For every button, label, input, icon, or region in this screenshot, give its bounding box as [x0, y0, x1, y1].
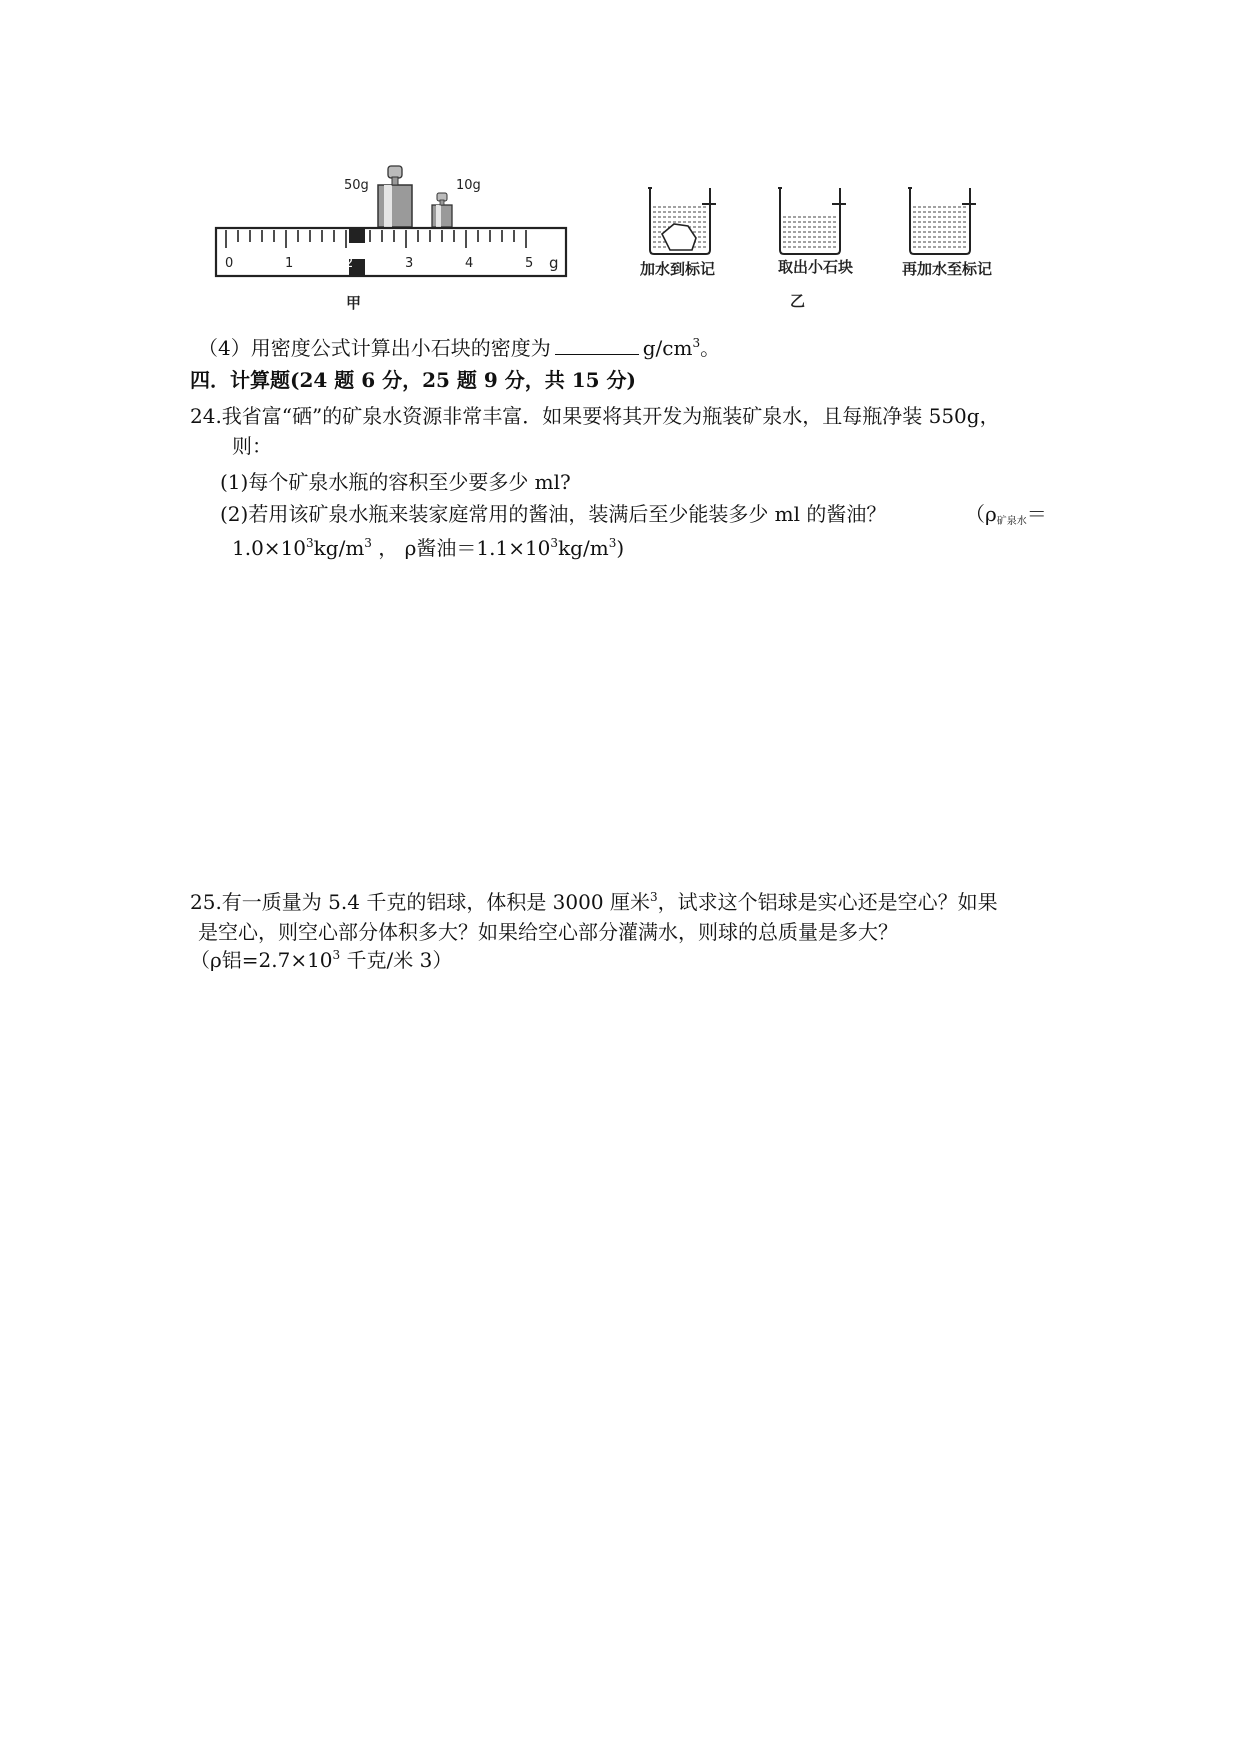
stone [662, 224, 696, 250]
q24-line-3: (1)每个矿泉水瓶的容积至少要多少 ml? [220, 470, 571, 494]
q4-unit: g/cm [642, 336, 693, 360]
scale-tick-3: 3 [405, 256, 414, 271]
beaker-1 [648, 188, 716, 254]
q24-part2-text: (2)若用该矿泉水瓶来装家庭常用的酱油，装满后至少能装多少 ml 的酱油？ [220, 502, 887, 526]
rider-top [349, 229, 365, 243]
q24-line-2: 则： [232, 434, 272, 458]
beaker-3 [908, 188, 976, 254]
figure-caption-jia: 甲 [346, 294, 362, 312]
beakers-drawing [630, 180, 1030, 260]
scale-tick-1: 1 [285, 256, 294, 271]
weight-10g-body [432, 205, 452, 227]
weight-50g-label: 50g [344, 178, 369, 193]
scale-tick-5: 5 [525, 256, 534, 271]
q25-line-2: 是空心，则空心部分体积多大？如果给空心部分灌满水，则球的总质量是多大？ [198, 920, 898, 944]
weight-50g-knob [388, 166, 402, 178]
q4-end: 。 [700, 336, 721, 360]
scale-unit: g [549, 254, 559, 272]
q25-line-3: （ρ铝$=2.7\times 10^3$ 千克/米 3） [190, 948, 453, 972]
q4-unit-sup: 3 [692, 336, 701, 350]
beaker-label-3: 再加水至标记 [902, 260, 993, 278]
weight-10g-label: 10g [456, 178, 481, 193]
figure-caption-yi: 乙 [790, 292, 806, 310]
q24-line-4 [220, 500, 886, 528]
q25-line-1: 25.有一质量为 5.4 千克的铝球，体积是 3000 厘米$^3$，试求这个铝球是实心还是空心？如果 [190, 890, 998, 914]
beaker-label-1: 加水到标记 [640, 260, 716, 278]
scale-tick-2: 2 [345, 256, 354, 271]
q24-line-1: 24.我省富“硒”的矿泉水资源非常丰富．如果要将其开发为瓶装矿泉水，且每瓶净装 550g， [190, 404, 1000, 428]
beaker-2 [778, 188, 846, 254]
section-4-heading: 四．计算题(24 题 6 分，25 题 9 分，共 15 分) [190, 368, 636, 392]
scale-tick-4: 4 [465, 256, 474, 271]
q24-rho-water: （$\rho_{矿泉水}=$ [965, 502, 1047, 527]
weight-50g-body [378, 185, 412, 227]
answer-blank [555, 334, 639, 355]
scale-tick-0: 0 [225, 256, 234, 271]
balance-figure [210, 160, 580, 310]
beakers-figure [630, 180, 1030, 310]
q4-prefix: （4）用密度公式计算出小石块的密度为 [198, 336, 551, 360]
question-4 [198, 334, 720, 362]
beaker-label-2: 取出小石块 [778, 258, 854, 276]
q24-line-5: $1.0\times 10^3kg/m^3$ ， ρ酱油$=1.1\times 10^3kg/m^3$) [232, 536, 625, 560]
